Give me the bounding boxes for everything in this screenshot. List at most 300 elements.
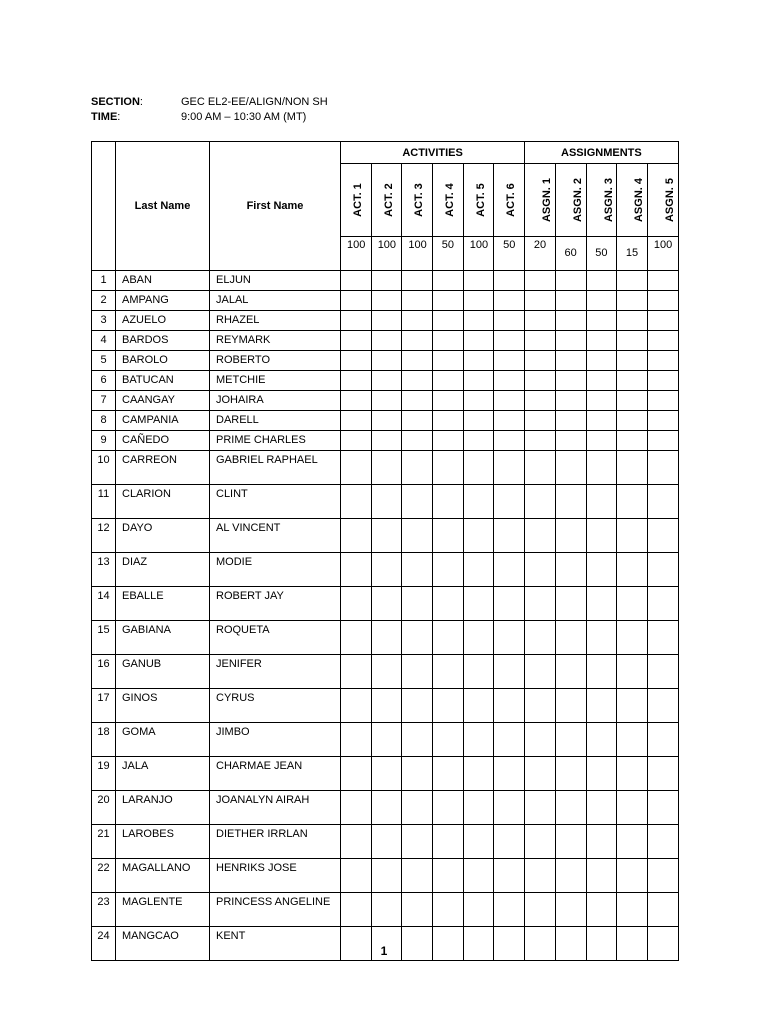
last-name-cell: MANGCAO xyxy=(116,927,210,961)
score-cell[interactable] xyxy=(586,431,617,451)
score-cell[interactable] xyxy=(463,485,494,519)
table-row xyxy=(92,859,679,893)
score-cell[interactable] xyxy=(341,391,372,411)
activity-max-score: 100 xyxy=(402,237,433,271)
score-cell[interactable] xyxy=(433,587,464,621)
score-cell[interactable] xyxy=(402,553,433,587)
score-cell[interactable] xyxy=(494,371,525,391)
score-cell[interactable] xyxy=(402,291,433,311)
score-cell[interactable] xyxy=(647,351,678,371)
score-cell[interactable] xyxy=(555,331,586,351)
score-cell[interactable] xyxy=(586,291,617,311)
score-cell[interactable] xyxy=(494,411,525,431)
activity-column-header xyxy=(371,164,402,237)
score-cell[interactable] xyxy=(341,519,372,553)
score-cell[interactable] xyxy=(402,411,433,431)
score-cell[interactable] xyxy=(586,351,617,371)
score-cell[interactable] xyxy=(525,553,556,587)
score-cell[interactable] xyxy=(433,351,464,371)
score-cell[interactable] xyxy=(586,757,617,791)
score-cell[interactable] xyxy=(463,621,494,655)
score-cell[interactable] xyxy=(463,451,494,485)
row-number: 14 xyxy=(92,587,116,621)
score-cell[interactable] xyxy=(647,587,678,621)
table-row xyxy=(92,271,679,291)
score-cell[interactable] xyxy=(555,825,586,859)
score-cell[interactable] xyxy=(555,689,586,723)
score-cell[interactable] xyxy=(371,485,402,519)
activity-max-score: 100 xyxy=(463,237,494,271)
score-cell[interactable] xyxy=(402,859,433,893)
score-cell[interactable] xyxy=(617,825,648,859)
score-cell[interactable] xyxy=(555,519,586,553)
score-cell[interactable] xyxy=(371,411,402,431)
score-cell[interactable] xyxy=(555,311,586,331)
score-cell[interactable] xyxy=(371,893,402,927)
score-cell[interactable] xyxy=(371,791,402,825)
first-name-cell: ROQUETA xyxy=(210,621,341,655)
score-cell[interactable] xyxy=(402,431,433,451)
score-cell[interactable] xyxy=(647,331,678,351)
score-cell[interactable] xyxy=(617,757,648,791)
score-cell[interactable] xyxy=(433,791,464,825)
row-number: 17 xyxy=(92,689,116,723)
score-cell[interactable] xyxy=(402,271,433,291)
score-cell[interactable] xyxy=(433,411,464,431)
score-cell[interactable] xyxy=(525,519,556,553)
score-cell[interactable] xyxy=(494,893,525,927)
score-cell[interactable] xyxy=(341,859,372,893)
score-cell[interactable] xyxy=(463,431,494,451)
score-cell[interactable] xyxy=(617,587,648,621)
score-cell[interactable] xyxy=(555,391,586,411)
score-cell[interactable] xyxy=(555,485,586,519)
score-cell[interactable] xyxy=(463,791,494,825)
score-cell[interactable] xyxy=(525,485,556,519)
score-cell[interactable] xyxy=(463,291,494,311)
score-cell[interactable] xyxy=(647,391,678,411)
score-cell[interactable] xyxy=(341,351,372,371)
score-cell[interactable] xyxy=(647,757,678,791)
score-cell[interactable] xyxy=(555,271,586,291)
assignment-max-score: 60 xyxy=(555,237,586,271)
score-cell[interactable] xyxy=(371,859,402,893)
score-cell[interactable] xyxy=(555,723,586,757)
score-cell[interactable] xyxy=(586,893,617,927)
score-cell[interactable] xyxy=(371,271,402,291)
score-cell[interactable] xyxy=(525,825,556,859)
score-cell[interactable] xyxy=(586,587,617,621)
score-cell[interactable] xyxy=(617,271,648,291)
score-cell[interactable] xyxy=(402,371,433,391)
score-cell[interactable] xyxy=(525,451,556,485)
score-cell[interactable] xyxy=(525,587,556,621)
score-cell[interactable] xyxy=(402,689,433,723)
score-cell[interactable] xyxy=(402,587,433,621)
score-cell[interactable] xyxy=(647,825,678,859)
score-cell[interactable] xyxy=(341,431,372,451)
score-cell[interactable] xyxy=(525,311,556,331)
score-cell[interactable] xyxy=(402,311,433,331)
score-cell[interactable] xyxy=(463,391,494,411)
score-cell[interactable] xyxy=(617,791,648,825)
table-row xyxy=(92,485,679,519)
score-cell[interactable] xyxy=(525,655,556,689)
score-cell[interactable] xyxy=(463,859,494,893)
score-cell[interactable] xyxy=(371,431,402,451)
row-number: 8 xyxy=(92,411,116,431)
table-row xyxy=(92,689,679,723)
table-row xyxy=(92,351,679,371)
score-cell[interactable] xyxy=(341,371,372,391)
activities-header: ACTIVITIES xyxy=(341,142,525,164)
score-cell[interactable] xyxy=(494,291,525,311)
score-cell[interactable] xyxy=(494,655,525,689)
score-cell[interactable] xyxy=(463,271,494,291)
score-cell[interactable] xyxy=(617,291,648,311)
score-cell[interactable] xyxy=(371,519,402,553)
score-cell[interactable] xyxy=(341,655,372,689)
score-cell[interactable] xyxy=(617,311,648,331)
score-cell[interactable] xyxy=(402,391,433,411)
score-cell[interactable] xyxy=(341,271,372,291)
score-cell[interactable] xyxy=(617,485,648,519)
time-line: TIME: 9:00 AM – 10:30 AM (MT) xyxy=(91,111,307,123)
score-cell[interactable] xyxy=(371,391,402,411)
score-cell[interactable] xyxy=(371,331,402,351)
score-cell[interactable] xyxy=(371,723,402,757)
score-cell[interactable] xyxy=(617,391,648,411)
score-cell[interactable] xyxy=(433,723,464,757)
score-cell[interactable] xyxy=(433,371,464,391)
score-cell[interactable] xyxy=(494,519,525,553)
score-cell[interactable] xyxy=(402,485,433,519)
score-cell[interactable] xyxy=(525,689,556,723)
score-cell[interactable] xyxy=(341,791,372,825)
score-cell[interactable] xyxy=(341,689,372,723)
score-cell[interactable] xyxy=(433,451,464,485)
score-cell[interactable] xyxy=(341,825,372,859)
score-cell[interactable] xyxy=(525,371,556,391)
score-cell[interactable] xyxy=(525,791,556,825)
score-cell[interactable] xyxy=(647,271,678,291)
score-cell[interactable] xyxy=(433,519,464,553)
score-cell[interactable] xyxy=(586,485,617,519)
first-name-cell: DIETHER IRRLAN xyxy=(210,825,341,859)
score-cell[interactable] xyxy=(433,291,464,311)
score-cell[interactable] xyxy=(647,893,678,927)
score-cell[interactable] xyxy=(617,451,648,485)
score-cell[interactable] xyxy=(617,371,648,391)
score-cell[interactable] xyxy=(586,411,617,431)
score-cell[interactable] xyxy=(433,689,464,723)
score-cell[interactable] xyxy=(371,451,402,485)
table-row xyxy=(92,621,679,655)
last-name-cell: GOMA xyxy=(116,723,210,757)
score-cell[interactable] xyxy=(617,859,648,893)
score-cell[interactable] xyxy=(586,391,617,411)
score-cell[interactable] xyxy=(433,621,464,655)
score-cell[interactable] xyxy=(586,371,617,391)
score-cell[interactable] xyxy=(586,331,617,351)
score-cell[interactable] xyxy=(555,757,586,791)
score-cell[interactable] xyxy=(617,553,648,587)
score-cell[interactable] xyxy=(555,859,586,893)
score-cell[interactable] xyxy=(586,553,617,587)
table-row xyxy=(92,791,679,825)
score-cell[interactable] xyxy=(463,411,494,431)
table-row xyxy=(92,311,679,331)
score-cell[interactable] xyxy=(341,291,372,311)
score-cell[interactable] xyxy=(647,723,678,757)
score-cell[interactable] xyxy=(586,621,617,655)
score-cell[interactable] xyxy=(617,431,648,451)
score-cell[interactable] xyxy=(555,893,586,927)
score-cell[interactable] xyxy=(647,553,678,587)
assignment-max-score: 50 xyxy=(586,237,617,271)
score-cell[interactable] xyxy=(586,689,617,723)
row-number: 7 xyxy=(92,391,116,411)
score-cell[interactable] xyxy=(555,351,586,371)
score-cell[interactable] xyxy=(341,331,372,351)
score-cell[interactable] xyxy=(555,621,586,655)
score-cell[interactable] xyxy=(402,893,433,927)
last-name-cell: GABIANA xyxy=(116,621,210,655)
score-cell[interactable] xyxy=(525,431,556,451)
first-name-cell: JOANALYN AIRAH xyxy=(210,791,341,825)
score-cell[interactable] xyxy=(617,655,648,689)
score-cell[interactable] xyxy=(555,371,586,391)
score-cell[interactable] xyxy=(586,723,617,757)
score-cell[interactable] xyxy=(371,655,402,689)
score-cell[interactable] xyxy=(586,655,617,689)
score-cell[interactable] xyxy=(463,825,494,859)
score-cell[interactable] xyxy=(433,331,464,351)
first-name-cell: JOHAIRA xyxy=(210,391,341,411)
score-cell[interactable] xyxy=(494,351,525,371)
score-cell[interactable] xyxy=(525,331,556,351)
score-cell[interactable] xyxy=(494,689,525,723)
score-cell[interactable] xyxy=(494,791,525,825)
score-cell[interactable] xyxy=(525,391,556,411)
score-cell[interactable] xyxy=(494,431,525,451)
score-cell[interactable] xyxy=(463,311,494,331)
score-cell[interactable] xyxy=(463,757,494,791)
activity-max-score: 50 xyxy=(433,237,464,271)
score-cell[interactable] xyxy=(617,893,648,927)
assignment-column-label: ASGN. 5 xyxy=(663,177,676,223)
score-cell[interactable] xyxy=(617,331,648,351)
score-cell[interactable] xyxy=(494,757,525,791)
score-cell[interactable] xyxy=(617,621,648,655)
score-cell[interactable] xyxy=(371,371,402,391)
score-cell[interactable] xyxy=(433,893,464,927)
score-cell[interactable] xyxy=(647,621,678,655)
activity-column-label: ACT. 5 xyxy=(474,183,487,217)
score-cell[interactable] xyxy=(555,291,586,311)
last-name-cell: CAMPANIA xyxy=(116,411,210,431)
score-cell[interactable] xyxy=(494,587,525,621)
assignment-max-score: 15 xyxy=(617,237,648,271)
score-cell[interactable] xyxy=(617,519,648,553)
score-cell[interactable] xyxy=(525,351,556,371)
score-cell[interactable] xyxy=(433,271,464,291)
page-number: 1 xyxy=(380,944,388,958)
score-cell[interactable] xyxy=(494,553,525,587)
score-cell[interactable] xyxy=(463,655,494,689)
score-cell[interactable] xyxy=(433,311,464,331)
score-cell[interactable] xyxy=(463,723,494,757)
score-cell[interactable] xyxy=(586,859,617,893)
score-cell[interactable] xyxy=(341,621,372,655)
score-cell[interactable] xyxy=(371,291,402,311)
score-cell[interactable] xyxy=(463,371,494,391)
score-cell[interactable] xyxy=(433,431,464,451)
time-value: 9:00 AM – 10:30 AM (MT) xyxy=(181,111,307,123)
score-cell[interactable] xyxy=(341,893,372,927)
row-number: 6 xyxy=(92,371,116,391)
score-cell[interactable] xyxy=(647,655,678,689)
score-cell[interactable] xyxy=(555,411,586,431)
score-cell[interactable] xyxy=(555,791,586,825)
score-cell[interactable] xyxy=(371,311,402,331)
score-cell[interactable] xyxy=(647,431,678,451)
score-cell[interactable] xyxy=(647,859,678,893)
score-cell[interactable] xyxy=(433,553,464,587)
last-name-cell: MAGLENTE xyxy=(116,893,210,927)
score-cell[interactable] xyxy=(525,411,556,431)
score-cell[interactable] xyxy=(555,451,586,485)
score-cell[interactable] xyxy=(463,893,494,927)
score-cell[interactable] xyxy=(402,451,433,485)
score-cell[interactable] xyxy=(525,291,556,311)
section-label: SECTION xyxy=(91,96,140,108)
score-cell[interactable] xyxy=(341,723,372,757)
score-cell[interactable] xyxy=(555,431,586,451)
score-cell[interactable] xyxy=(586,311,617,331)
score-cell[interactable] xyxy=(402,351,433,371)
score-cell[interactable] xyxy=(433,757,464,791)
score-cell[interactable] xyxy=(647,791,678,825)
score-cell[interactable] xyxy=(586,519,617,553)
score-cell[interactable] xyxy=(647,519,678,553)
score-cell[interactable] xyxy=(555,655,586,689)
score-cell[interactable] xyxy=(433,391,464,411)
first-name-cell: JIMBO xyxy=(210,723,341,757)
last-name-cell: GANUB xyxy=(116,655,210,689)
score-cell[interactable] xyxy=(525,859,556,893)
score-cell[interactable] xyxy=(586,451,617,485)
score-cell[interactable] xyxy=(371,621,402,655)
score-cell[interactable] xyxy=(494,825,525,859)
score-cell[interactable] xyxy=(617,723,648,757)
score-cell[interactable] xyxy=(402,655,433,689)
score-cell[interactable] xyxy=(402,621,433,655)
score-cell[interactable] xyxy=(341,757,372,791)
score-cell[interactable] xyxy=(647,485,678,519)
last-name-cell: JALA xyxy=(116,757,210,791)
score-cell[interactable] xyxy=(433,859,464,893)
score-cell[interactable] xyxy=(494,331,525,351)
score-cell[interactable] xyxy=(647,291,678,311)
table-row xyxy=(92,893,679,927)
first-name-cell: REYMARK xyxy=(210,331,341,351)
number-header xyxy=(92,142,116,271)
score-cell[interactable] xyxy=(494,485,525,519)
score-cell[interactable] xyxy=(494,311,525,331)
score-cell[interactable] xyxy=(494,859,525,893)
score-cell[interactable] xyxy=(555,587,586,621)
assignment-column-label: ASGN. 2 xyxy=(571,177,584,223)
score-cell[interactable] xyxy=(341,587,372,621)
score-cell[interactable] xyxy=(555,553,586,587)
score-cell[interactable] xyxy=(341,553,372,587)
score-cell[interactable] xyxy=(525,757,556,791)
score-cell[interactable] xyxy=(525,723,556,757)
score-cell[interactable] xyxy=(402,723,433,757)
score-cell[interactable] xyxy=(494,451,525,485)
score-cell[interactable] xyxy=(433,655,464,689)
score-cell[interactable] xyxy=(494,621,525,655)
score-cell[interactable] xyxy=(341,485,372,519)
score-cell[interactable] xyxy=(433,825,464,859)
score-cell[interactable] xyxy=(433,485,464,519)
score-cell[interactable] xyxy=(463,351,494,371)
score-cell[interactable] xyxy=(463,587,494,621)
score-cell[interactable] xyxy=(617,689,648,723)
score-cell[interactable] xyxy=(402,791,433,825)
score-cell[interactable] xyxy=(647,311,678,331)
score-cell[interactable] xyxy=(647,451,678,485)
score-cell[interactable] xyxy=(371,553,402,587)
score-cell[interactable] xyxy=(617,351,648,371)
score-cell[interactable] xyxy=(402,757,433,791)
score-cell[interactable] xyxy=(371,757,402,791)
score-cell[interactable] xyxy=(463,331,494,351)
score-cell[interactable] xyxy=(402,825,433,859)
score-cell[interactable] xyxy=(341,411,372,431)
score-cell[interactable] xyxy=(371,689,402,723)
score-cell[interactable] xyxy=(586,825,617,859)
score-cell[interactable] xyxy=(402,331,433,351)
score-cell[interactable] xyxy=(586,791,617,825)
score-cell[interactable] xyxy=(525,621,556,655)
score-cell[interactable] xyxy=(463,553,494,587)
last-name-cell: DAYO xyxy=(116,519,210,553)
score-cell[interactable] xyxy=(494,271,525,291)
row-number: 5 xyxy=(92,351,116,371)
score-cell[interactable] xyxy=(494,723,525,757)
score-cell[interactable] xyxy=(525,271,556,291)
score-cell[interactable] xyxy=(647,411,678,431)
score-cell[interactable] xyxy=(617,411,648,431)
score-cell[interactable] xyxy=(341,311,372,331)
score-cell[interactable] xyxy=(647,689,678,723)
score-cell[interactable] xyxy=(371,351,402,371)
score-cell[interactable] xyxy=(371,825,402,859)
score-cell[interactable] xyxy=(647,371,678,391)
activity-max-score: 100 xyxy=(371,237,402,271)
score-cell[interactable] xyxy=(371,587,402,621)
score-cell[interactable] xyxy=(341,451,372,485)
last-name-header: Last Name xyxy=(116,142,210,271)
score-cell[interactable] xyxy=(463,689,494,723)
score-cell[interactable] xyxy=(402,519,433,553)
score-cell[interactable] xyxy=(463,519,494,553)
score-cell[interactable] xyxy=(525,893,556,927)
score-cell[interactable] xyxy=(586,271,617,291)
score-cell[interactable] xyxy=(494,391,525,411)
